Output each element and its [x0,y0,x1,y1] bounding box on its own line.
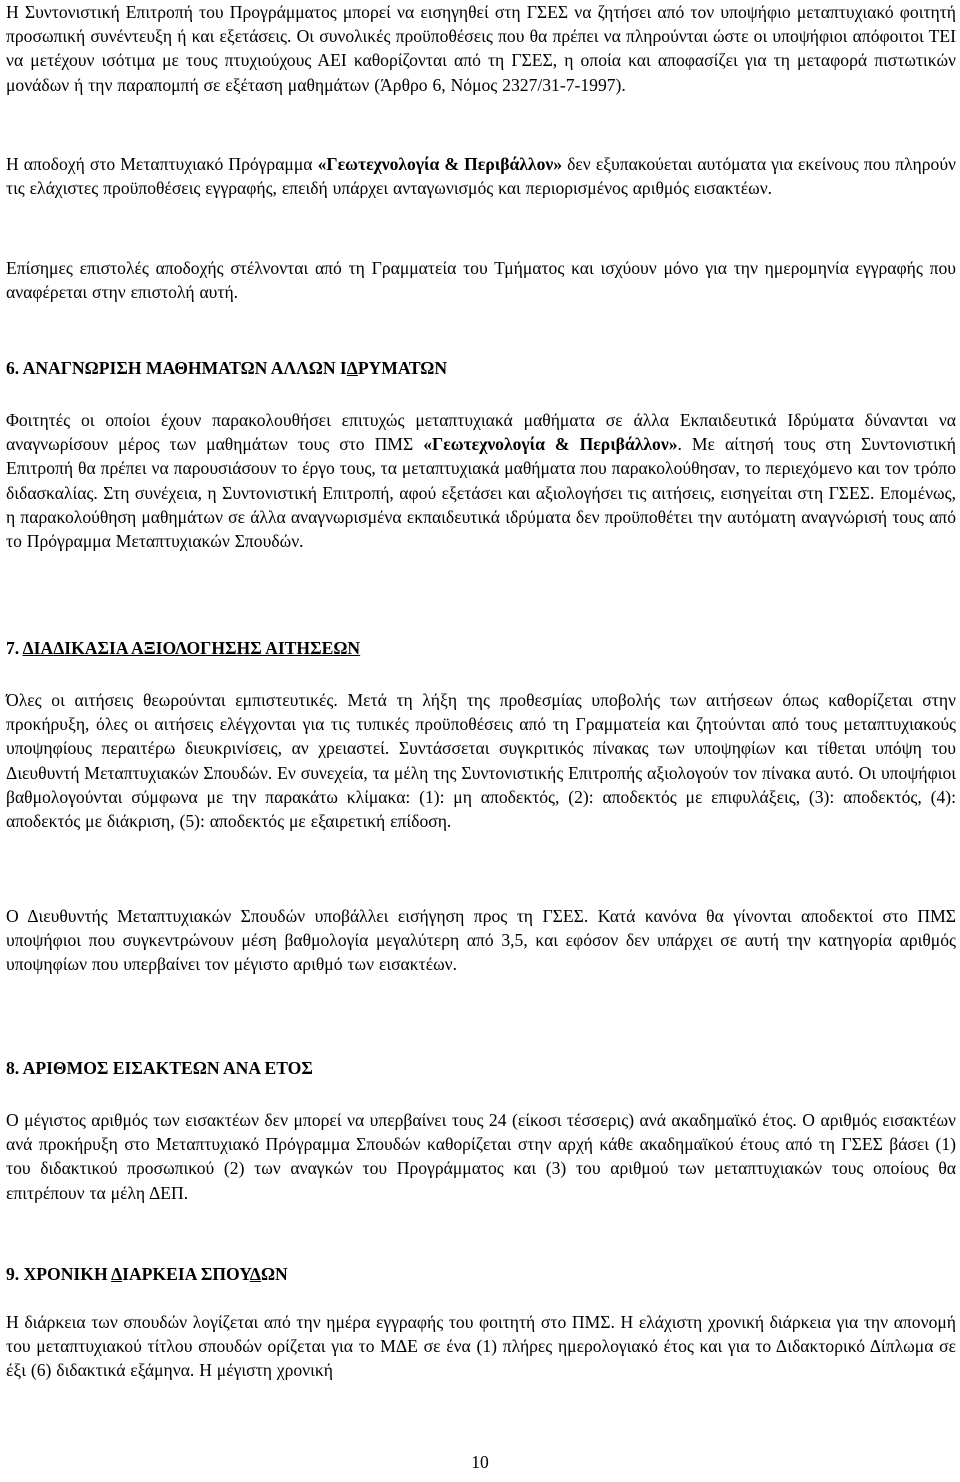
program-name-bold-2: «Γεωτεχνολογία & Περιβάλλον» [423,434,678,455]
section-6-heading-suffix: ΡΥΜΑΤΩΝ [357,358,448,378]
paragraph-admissions-text: Ο μέγιστος αριθμός των εισακτέων δεν μπορεί να υπερβαίνει τους 24 (είκοσι τέσσερις) ανά ακαδημαϊκό έτος. Ο αριθμός εισακτέων ανά προκήρυξη στο Μεταπτυχιακό Πρόγραμμα Σπουδών καθορίζεται στην αρχή κάθε ακαδημαϊκού έτους από τη ΓΣΕΣ βάσει (1) του διδακτικού προσωπικού (2) των αναγκών του Προγράμματος και (3) του αριθμού των μεταπτυχιακών τους οποίους θα επιτρέπουν τα μέλη ΔΕΠ. [6,1110,956,1203]
section-9-heading-prefix: 9. ΧΡΟΝΙΚΗ [6,1264,112,1284]
section-6-heading-text: 6. ΑΝΑΓΝΩΡΙΣΗ ΜΑΘΗΜΑΤΩΝ ΑΛΛΩΝ Ι [6,358,347,378]
paragraph-recognition [6,408,956,553]
paragraph-duration-text: Η διάρκεια των σπουδών λογίζεται από την ημέρα εγγραφής του φοιτητή στο ΠΜΣ. Η ελάχιστη χρονική διάρκεια για την απονομή του μεταπτυχιακού τίτλου σπουδών ορίζεται για το ΜΔΕ σε ένα (1) πλήρες ημερολογιακό έτος και για το Διδακτορικό Δίπλωμα σε έξι (6) διδακτικά εξάμηνα. Η μέγιστη χρονική [6,1312,956,1381]
section-7-heading [6,636,360,660]
program-name-bold: «Γεωτεχνολογία & Περιβάλλον» [317,154,563,174]
section-7-heading-prefix: 7. [6,638,23,658]
section-7-heading-suffix: ΙΚΑΣΙΑ ΑΞΙΟΛΟΓΗΣΗΣ ΑΙΤΗΣΕΩΝ [64,638,361,658]
section-8-heading [6,1056,313,1080]
section-7-heading-underlined-1: Δ [22,638,34,658]
paragraph-acceptance [6,152,956,200]
section-9-heading-underlined-1: Δ [111,1264,123,1284]
paragraph-recognition-text-a: Φοιτητές οι οποίοι έχουν παρακολουθήσει επιτυχώς μεταπτυχιακά μαθήματα σε άλλα Εκπαιδευτικά Ιδρύματα δύνανται να αναγνωρίσουν μέρος των μαθημάτων τους στο ΠΜΣ [6,410,956,455]
section-6-heading [6,356,447,380]
paragraph-recognition-text-c: . Με αίτησή τους στη Συντονιστική Επιτροπή θα πρέπει να παρουσιάσουν το έργο τους, τα μεταπτυχιακά μαθήματα που παρακολούθησαν, το περιεχόμενο και τον τρόπο διδασκαλίας. Στη συνέχεια, η Συντονιστική Επιτροπή, αφού εξετάσει και αξιολογήσει τις αιτήσεις, εισηγείται στη ΓΣΕΣ. Επομένως, η παρακολούθηση μαθημάτων σε άλλα αναγνωρισμένα εκπαιδευτικά ιδρύματα δεν προϋποθέτει την αυτόματη αναγνώρισή τους από το Πρόγραμμα Μεταπτυχιακών Σπουδών. [6,434,956,552]
paragraph-duration [6,1310,956,1383]
paragraph-interview-text: Η Συντονιστική Επιτροπή του Προγράμματος μπορεί να εισηγηθεί στη ΓΣΕΣ να ζητήσει από τον υποψήφιο μεταπτυχιακό φοιτητή προσωπική συνέντευξη ή και εξετάσεις. Οι συνολικές προϋποθέσεις που θα πρέπει να πληρούνται ώστε οι υποψήφιοι απόφοιτοι ΤΕΙ να μετέχουν ισότιμα με τους πτυχιούχους ΑΕΙ καθορίζονται από τη ΓΣΕΣ, η οποία και αποφασίζει για τη μεταφορά πιστωτικών μονάδων ή την παραπομπή σε εξέταση μαθημάτων (Άρθρο 6, Νόμος 2327/31-7-1997). [6,2,956,95]
section-9-heading-mid: ΙΑΡΚΕΙΑ ΣΠΟΥ [122,1264,250,1284]
paragraph-admissions [6,1108,956,1205]
paragraph-evaluation [6,688,956,833]
section-9-heading-underlined-2: Δ [249,1264,261,1284]
paragraph-director-text: Ο Διευθυντής Μεταπτυχιακών Σπουδών υποβάλλει εισήγηση προς τη ΓΣΕΣ. Κατά κανόνα θα γίνονται αποδεκτοί στο ΠΜΣ υποψήφιοι που συγκεντρώνουν μέση βαθμολογία μεγαλύτερη από 3,5, και εφόσον δεν υπάρχει σε αυτή την κατηγορία αριθμός υποψηφίων που υπερβαίνει τον μέγιστο αριθμό των εισακτέων. [6,906,956,975]
paragraph-letters-text: Επίσημες επιστολές αποδοχής στέλνονται από τη Γραμματεία του Τμήματος και ισχύουν μόνο για την ημερομηνία εγγραφής που αναφέρεται στην επιστολή αυτή. [6,258,956,303]
paragraph-letters [6,256,956,304]
section-9-heading [6,1262,288,1286]
section-6-heading-underlined: Δ [346,358,358,378]
section-7-heading-underlined-2: Δ [53,638,65,658]
paragraph-director [6,904,956,977]
section-7-heading-mid: ΙΑ [33,638,54,658]
paragraph-acceptance-text-c: δεν εξυπακούεται αυτόματα για εκείνους που πληρούν τις ελάχιστες προϋποθέσεις εγγραφής, επειδή υπάρχει ανταγωνισμός και περιορισμένος αριθμός εισακτέων. [6,154,956,199]
section-7-heading-underlined-span [23,638,361,658]
paragraph-interview [6,0,956,97]
section-9-heading-suffix: ΩΝ [260,1264,288,1284]
page-number: 10 [471,1452,489,1472]
paragraph-evaluation-text: Όλες οι αιτήσεις θεωρούνται εμπιστευτικές. Μετά τη λήξη της προθεσμίας υποβολής των αιτήσεων όπως καθορίζεται στην προκήρυξη, όλες οι αιτήσεις ελέγχονται για τις τυπικές προϋποθέσεις από τη Γραμματεία και ζητούνται από τους μεταπτυχιακούς υποψηφίους περαιτέρω διευκρινίσεις, αν χρειαστεί. Συντάσσεται συγκριτικός πίνακας των υποψηφίων και τίθεται υπόψη του Διευθυντή Μεταπτυχιακών Σπουδών. Εν συνεχεία, τα μέλη της Συντονιστικής Επιτροπής αξιολογούν τον πίνακα αυτό. Οι υποψήφιοι βαθμολογούνται σύμφωνα με την παρακάτω κλίμακα: (1): μη αποδεκτός, (2): αποδεκτός με επιφυλάξεις, (3): αποδεκτός, (4): αποδεκτός με διάκριση, (5): αποδεκτός με εξαιρετική επίδοση. [6,690,956,832]
paragraph-acceptance-text-a: Η αποδοχή στο Μεταπτυχιακό Πρόγραμμα [6,154,318,174]
section-8-heading-text: 8. ΑΡΙΘΜΟΣ ΕΙΣΑΚΤΕΩΝ ΑΝΑ ΕΤΟΣ [6,1058,313,1078]
